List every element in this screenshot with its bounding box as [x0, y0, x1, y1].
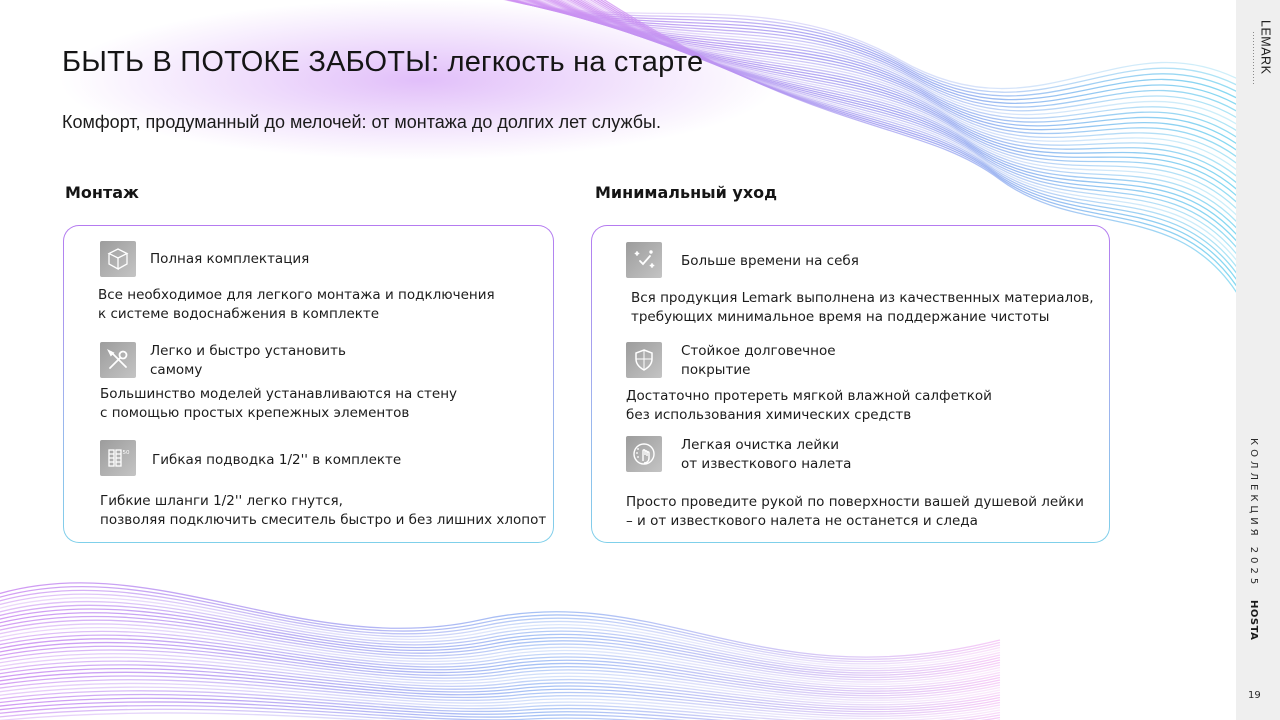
- montage-card: [63, 225, 554, 543]
- svg-text:50: 50: [122, 450, 130, 456]
- brand-logo: LEMARK: [1248, 20, 1270, 90]
- page-subtitle: Комфорт, продуманный до мелочей: от монтажа до долгих лет службы.: [62, 112, 661, 132]
- feature-title: Полная комплектация: [150, 251, 310, 267]
- model-label: HOSTA: [1248, 600, 1259, 641]
- care-heading: Минимальный уход: [595, 183, 778, 202]
- page-number: 19: [1248, 690, 1261, 701]
- feature-description: Гибкие шланги 1/2'' легко гнутся, позволяя подключить смеситель быстро и без лишних хлопот: [100, 493, 547, 528]
- shield-icon: [626, 342, 662, 378]
- logo-tagline: [1253, 32, 1254, 84]
- feature-title: Гибкая подводка 1/2'' в комплекте: [152, 452, 402, 468]
- feature-title: Легко и быстро установить самому: [150, 343, 346, 378]
- feature-title: Стойкое долговечное покрытие: [681, 343, 836, 378]
- care-card: [591, 225, 1110, 543]
- feature-title: Больше времени на себя: [681, 253, 859, 269]
- feature-description: Вся продукция Lemark выполнена из качественных материалов, требующих минимальное время на поддержание чистоты: [631, 290, 1094, 325]
- feature-description: Просто проведите рукой по поверхности вашей душевой лейки – и от известкового налета не останется и следа: [626, 494, 1084, 529]
- hand-shower-icon: [626, 436, 662, 472]
- feature-description: Все необходимое для легкого монтажа и подключения к системе водоснабжения в комплекте: [98, 287, 495, 322]
- hose-icon: [100, 440, 136, 476]
- montage-heading: Монтаж: [65, 183, 139, 202]
- sidebar: [1236, 0, 1280, 720]
- box-icon: [100, 241, 136, 277]
- feature-description: Большинство моделей устанавливаются на стену с помощью простых крепежных элементов: [100, 386, 458, 421]
- feature-title: Легкая очистка лейки от известкового налета: [681, 437, 852, 472]
- sparkle-check-icon: [626, 242, 662, 278]
- collection-label: КОЛЛЕКЦИЯ 2025: [1248, 438, 1259, 589]
- tools-icon: [100, 342, 136, 378]
- page-title: БЫТЬ В ПОТОКЕ ЗАБОТЫ: легкость на старте: [62, 46, 704, 78]
- feature-description: Достаточно протереть мягкой влажной салфеткой без использования химических средств: [626, 388, 992, 423]
